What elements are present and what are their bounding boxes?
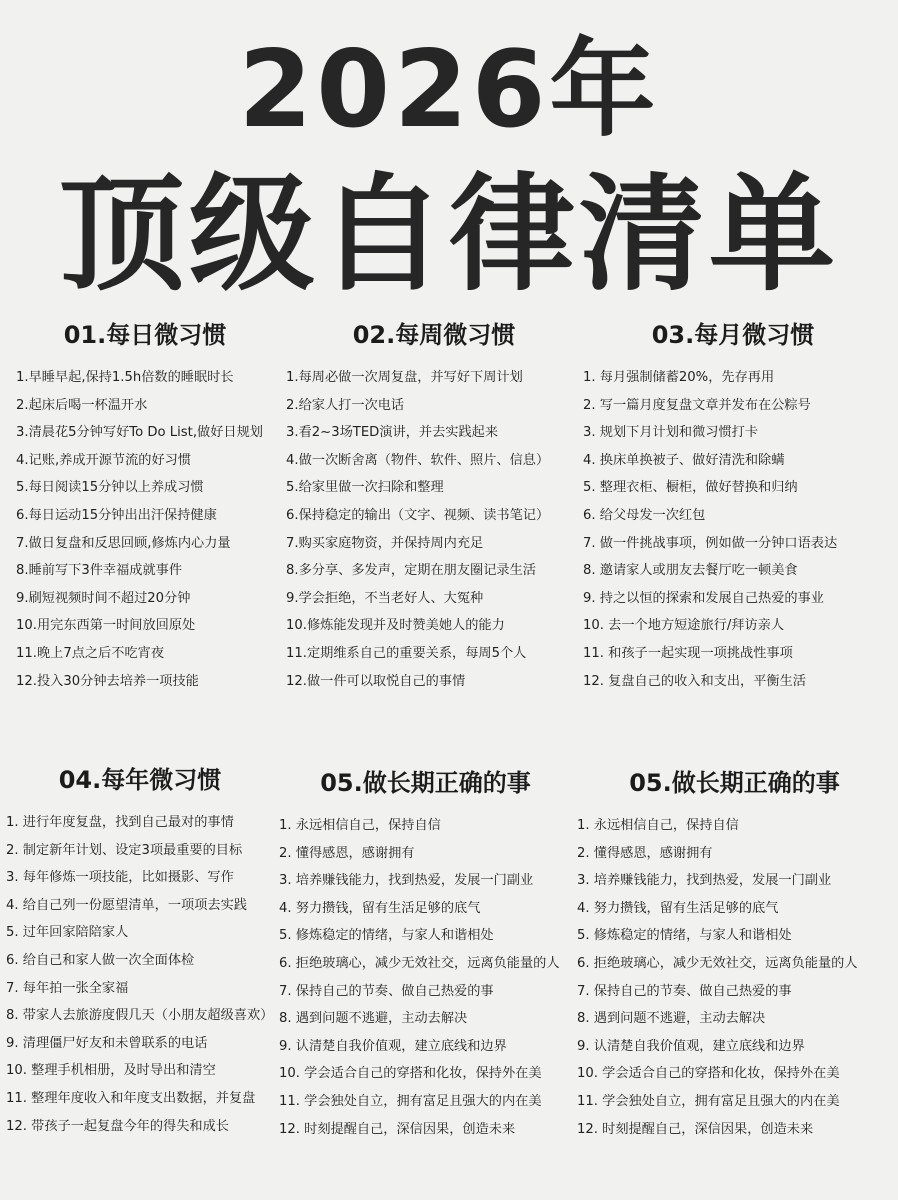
habit-list bbox=[577, 812, 892, 1143]
habit-item: 10. 学会适合自己的穿搭和化妆，保持外在美 bbox=[577, 1066, 840, 1082]
habit-item: 9. 持之以恒的探索和发展自己热爱的事业 bbox=[583, 590, 824, 606]
habit-item: 6. 给父母发一次红包 bbox=[583, 507, 706, 523]
section-daily-habits bbox=[16, 318, 274, 738]
habit-item: 5. 修炼稳定的情绪，与家人和谐相处 bbox=[279, 928, 494, 944]
section-title: 03.每月微习惯 bbox=[651, 321, 815, 349]
habit-item: 12. 时刻提醒自己，深信因果，创造未来 bbox=[577, 1121, 814, 1137]
habit-item: 5.每日阅读15分钟以上养成习惯 bbox=[16, 480, 204, 496]
habit-item: 8. 遇到问题不逃避，主动去解决 bbox=[577, 1011, 766, 1027]
habit-item: 4.做一次断舍离（物件、软件、照片、信息） bbox=[286, 452, 550, 468]
section-title: 05.做长期正确的事 bbox=[629, 769, 840, 797]
habit-item: 6.保持稳定的输出（文字、视频、读书笔记） bbox=[286, 507, 550, 523]
habit-item: 4. 努力攒钱，留有生活足够的底气 bbox=[279, 900, 481, 916]
habit-item: 1. 每月强制储蓄20%，先存再用 bbox=[583, 370, 775, 385]
habit-item: 6. 拒绝玻璃心，减少无效社交，远离负能量的人 bbox=[577, 955, 858, 971]
habit-item: 4. 努力攒钱，留有生活足够的底气 bbox=[577, 900, 779, 916]
habit-item: 3. 培养赚钱能力，找到热爱，发展一门副业 bbox=[279, 873, 534, 889]
habit-item: 12. 时刻提醒自己，深信因果，创造未来 bbox=[279, 1121, 516, 1137]
habit-item: 9. 认清楚自我价值观，建立底线和边界 bbox=[279, 1038, 507, 1054]
habit-item: 2. 懂得感恩，感谢拥有 bbox=[577, 845, 713, 861]
habit-item: 4. 给自己列一份愿望清单，一项项去实践 bbox=[6, 897, 247, 913]
habit-item: 10. 整理手机相册，及时导出和清空 bbox=[6, 1063, 216, 1079]
section-weekly-habits bbox=[286, 318, 582, 738]
habit-item: 6.每日运动15分钟出出汗保持健康 bbox=[16, 507, 217, 523]
section-long-term-a bbox=[279, 766, 572, 1186]
habit-item: 2. 懂得感恩，感谢拥有 bbox=[279, 845, 415, 861]
habit-item: 11.晚上7点之后不吃宵夜 bbox=[16, 645, 165, 661]
habit-item: 12. 复盘自己的收入和支出，平衡生活 bbox=[583, 673, 806, 689]
habit-item: 8. 遇到问题不逃避，主动去解决 bbox=[279, 1011, 468, 1027]
habit-item: 2.起床后喝一杯温开水 bbox=[16, 397, 148, 413]
page-title-year: 2026年 bbox=[238, 28, 660, 151]
habit-item: 11. 和孩子一起实现一项挑战性事项 bbox=[583, 645, 793, 661]
habit-item: 8. 带家人去旅游度假几天（小朋友超级喜欢） bbox=[6, 1008, 274, 1024]
habit-item: 12.投入30分钟去培养一项技能 bbox=[16, 673, 199, 689]
habit-item: 12. 带孩子一起复盘今年的得失和成长 bbox=[6, 1118, 229, 1134]
habit-item: 2. 写一篇月度复盘文章并发布在公粽号 bbox=[583, 397, 811, 413]
section-title: 01.每日微习惯 bbox=[63, 321, 227, 349]
page-title-main: 顶级自律清单 bbox=[59, 161, 839, 308]
habit-item: 1. 永远相信自己，保持自信 bbox=[279, 818, 441, 833]
habit-item: 3. 培养赚钱能力，找到热爱，发展一门副业 bbox=[577, 873, 832, 889]
habit-item: 10. 去一个地方短途旅行/拜访亲人 bbox=[583, 618, 785, 634]
habit-item: 9.刷短视频时间不超过20分钟 bbox=[16, 590, 191, 606]
habit-item: 11. 整理年度收入和年度支出数据，并复盘 bbox=[6, 1090, 256, 1106]
habit-item: 11. 学会独处自立，拥有富足且强大的内在美 bbox=[279, 1093, 542, 1109]
habit-list bbox=[286, 364, 582, 695]
section-title: 04.每年微习惯 bbox=[58, 766, 222, 794]
habit-item: 9. 清理僵尸好友和未曾联系的电话 bbox=[6, 1035, 208, 1051]
habit-item: 10.修炼能发现并及时赞美她人的能力 bbox=[286, 618, 505, 634]
habit-item: 10.用完东西第一时间放回原处 bbox=[16, 618, 196, 634]
habit-item: 12.做一件可以取悦自己的事情 bbox=[286, 673, 466, 689]
section-title: 02.每周微习惯 bbox=[352, 321, 516, 349]
habit-item: 6. 给自己和家人做一次全面体检 bbox=[6, 952, 195, 968]
habit-item: 1. 进行年度复盘，找到自己最对的事情 bbox=[6, 815, 234, 830]
habit-item: 5. 过年回家陪陪家人 bbox=[6, 925, 129, 941]
habit-item: 3. 规划下月计划和微习惯打卡 bbox=[583, 425, 759, 441]
habit-item: 11. 学会独处自立，拥有富足且强大的内在美 bbox=[577, 1093, 840, 1109]
habit-item: 1. 永远相信自己，保持自信 bbox=[577, 818, 739, 833]
habit-item: 3.清晨花5分钟写好To Do List,做好日规划 bbox=[16, 425, 263, 441]
habit-item: 9. 认清楚自我价值观，建立底线和边界 bbox=[577, 1038, 805, 1054]
habit-item: 7.购买家庭物资，并保持周内充足 bbox=[286, 535, 484, 551]
habit-item: 3. 每年修炼一项技能，比如摄影、写作 bbox=[6, 870, 234, 886]
habit-item: 3.看2~3场TED演讲，并去实践起来 bbox=[286, 425, 499, 441]
habit-item: 2. 制定新年计划、设定3项最重要的目标 bbox=[6, 842, 243, 858]
section-yearly-habits bbox=[6, 763, 274, 1183]
habit-item: 8.多分享、多发声，定期在朋友圈记录生活 bbox=[286, 563, 536, 579]
habit-item: 1.早睡早起,保持1.5h倍数的睡眠时长 bbox=[16, 370, 234, 385]
habit-item: 7. 做一件挑战事项，例如做一分钟口语表达 bbox=[583, 535, 838, 551]
habit-list bbox=[16, 364, 274, 695]
habit-item: 11.定期维系自己的重要关系，每周5个人 bbox=[286, 645, 527, 661]
habit-item: 7. 每年拍一张全家福 bbox=[6, 980, 129, 996]
habit-item: 10. 学会适合自己的穿搭和化妆，保持外在美 bbox=[279, 1066, 542, 1082]
section-monthly-habits bbox=[583, 318, 883, 738]
habit-list bbox=[6, 809, 274, 1140]
habit-item: 7. 保持自己的节奏、做自己热爱的事 bbox=[279, 983, 494, 999]
habit-item: 4.记账,养成开源节流的好习惯 bbox=[16, 452, 192, 468]
habit-item: 1.每周必做一次周复盘，并写好下周计划 bbox=[286, 370, 523, 385]
habit-item: 8.睡前写下3件幸福成就事件 bbox=[16, 563, 183, 579]
habit-list bbox=[583, 364, 883, 695]
section-long-term-b bbox=[577, 766, 892, 1186]
habit-item: 4. 换床单换被子、做好清洗和除螨 bbox=[583, 452, 785, 468]
habit-item: 2.给家人打一次电话 bbox=[286, 397, 405, 413]
habit-item: 5. 整理衣柜、橱柜，做好替换和归纳 bbox=[583, 480, 798, 496]
habit-list bbox=[279, 812, 572, 1143]
habit-item: 9.学会拒绝，不当老好人、大冤种 bbox=[286, 590, 484, 606]
section-title: 05.做长期正确的事 bbox=[320, 769, 531, 797]
habit-item: 8. 邀请家人或朋友去餐厅吃一顿美食 bbox=[583, 563, 798, 579]
habit-item: 5.给家里做一次扫除和整理 bbox=[286, 480, 444, 496]
habit-item: 7. 保持自己的节奏、做自己热爱的事 bbox=[577, 983, 792, 999]
habit-item: 7.做日复盘和反思回顾,修炼内心力量 bbox=[16, 535, 231, 551]
habit-item: 5. 修炼稳定的情绪，与家人和谐相处 bbox=[577, 928, 792, 944]
habit-item: 6. 拒绝玻璃心，减少无效社交，远离负能量的人 bbox=[279, 955, 560, 971]
